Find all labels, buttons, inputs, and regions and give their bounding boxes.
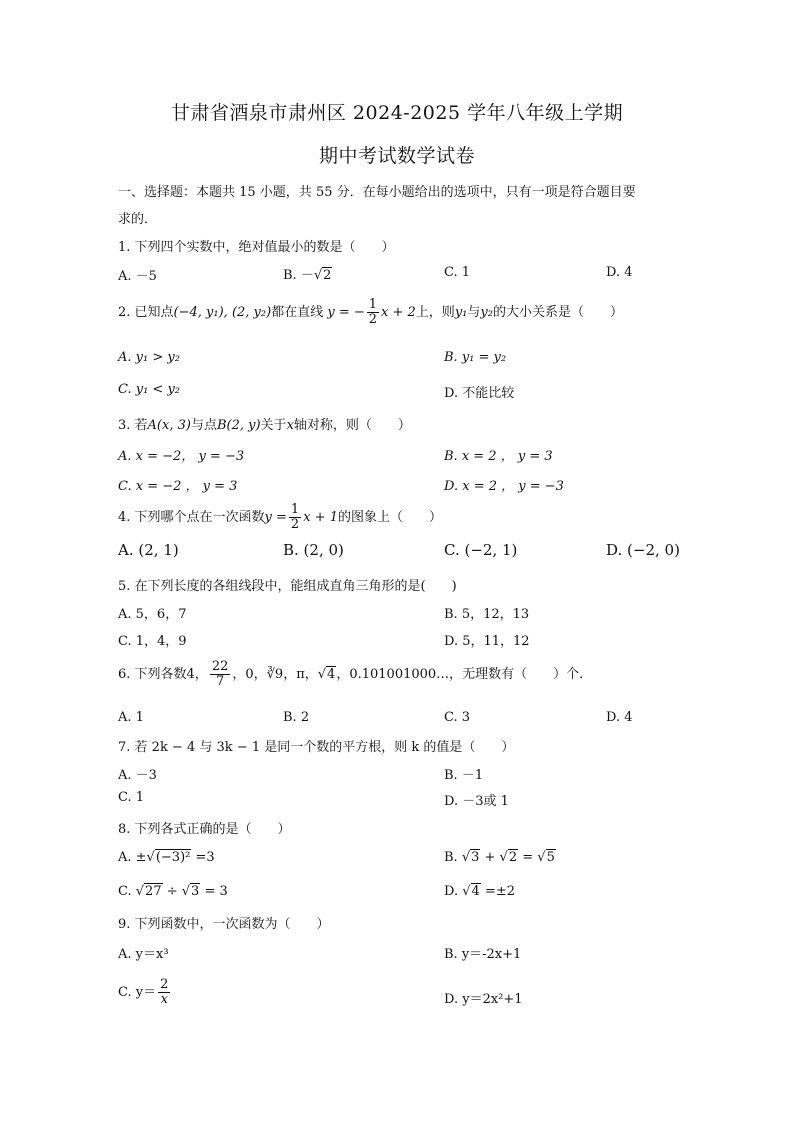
- question-8-option-d: D. √4 =±2: [444, 884, 515, 899]
- question-4-option-b: B. (2, 0): [283, 541, 344, 559]
- question-2-option-d: D. 不能比较: [444, 386, 515, 401]
- question-1-option-b: B. －√2: [283, 268, 332, 283]
- question-7-option-d: D. －3或 1: [444, 794, 509, 809]
- question-8-option-c: C. √27 ÷ √3 = 3: [118, 884, 228, 899]
- question-6-option-d: D. 4: [606, 710, 633, 725]
- question-2-option-a: A. y₁ > y₂: [118, 350, 180, 365]
- question-9-stem: 9. 下列函数中，一次函数为（ ）: [118, 917, 330, 932]
- question-9-option-d: D. y＝2x²+1: [444, 992, 523, 1007]
- question-9-option-a: A. y＝x³: [118, 947, 169, 962]
- question-3-option-c: C. x = −2 ， y = 3: [118, 479, 238, 494]
- question-2-stem: 2. 已知点(−4, y₁), (2, y₂)都在直线 y = − $\frac{1}{2}$ x + 2上，则y₁与y₂的大小关系是（ ）: [118, 297, 623, 327]
- question-9-option-b: B. y＝-2x+1: [444, 947, 522, 962]
- question-5-stem: 5. 在下列长度的各组线段中，能组成直角三角形的是( ): [118, 579, 457, 594]
- question-1-option-c: C. 1: [444, 265, 471, 280]
- question-7-option-a: A. －3: [118, 768, 157, 783]
- exam-title-line1: 甘肃省酒泉市肃州区 2024-2025 学年八年级上学期: [170, 102, 624, 124]
- question-6-stem: 6. 下列各数4， $\frac{22}{7}$ ，0，∛9，π，√4，0.101001000…，无理数有（ ）个．: [118, 659, 593, 689]
- section-instructions-cont: 求的．: [118, 212, 158, 227]
- question-9-option-c: C. y＝ $\frac{2}{x}$: [118, 977, 169, 1007]
- question-3-option-d: D. x = 2 ， y = −3: [444, 479, 564, 494]
- question-8-option-b: B. √3 + √2 = √5: [444, 850, 555, 865]
- question-5-option-a: A. 5，6，7: [118, 607, 187, 622]
- question-5-option-c: C. 1，4，9: [118, 634, 187, 649]
- question-8-option-a: A. ±√(−3)² =3: [118, 850, 215, 865]
- question-4-stem: 4. 下列哪个点在一次函数y = $\frac{1}{2}$ x + 1的图象上（ ）: [118, 502, 442, 532]
- question-2-option-b: B. y₁ = y₂: [444, 350, 507, 365]
- question-3-option-b: B. x = 2 ， y = 3: [444, 449, 553, 464]
- question-3-stem: 3. 若A(x, 3)与点B(2, y)关于x轴对称，则（ ）: [118, 418, 411, 433]
- question-7-stem: 7. 若 2k − 4 与 3k − 1 是同一个数的平方根，则 k 的值是（ ）: [118, 740, 515, 755]
- question-5-option-d: D. 5，11，12: [444, 634, 530, 649]
- question-1-option-a: A. －5: [118, 269, 157, 284]
- question-4-option-c: C. (−2, 1): [444, 541, 518, 559]
- question-8-stem: 8. 下列各式正确的是（ ）: [118, 822, 291, 837]
- question-7-option-c: C. 1: [118, 790, 145, 805]
- question-6-option-b: B. 2: [283, 710, 310, 725]
- question-6-option-c: C. 3: [444, 710, 471, 725]
- question-1-option-d: D. 4: [606, 265, 633, 280]
- exam-title-line2: 期中考试数学试卷: [318, 145, 475, 167]
- question-2-option-c: C. y₁ < y₂: [118, 382, 181, 397]
- question-5-option-b: B. 5，12，13: [444, 607, 530, 622]
- question-4-option-d: D. (−2, 0): [606, 541, 680, 559]
- section-instructions: 一、选择题：本题共 15 小题，共 55 分．在每小题给出的选项中，只有一项是符合题目要: [118, 185, 636, 200]
- question-6-option-a: A. 1: [118, 710, 144, 725]
- question-1-stem: 1. 下列四个实数中，绝对值最小的数是（ ）: [118, 240, 395, 255]
- question-3-option-a: A. x = −2， y = −3: [118, 449, 245, 464]
- question-4-option-a: A. (2, 1): [118, 541, 179, 559]
- question-7-option-b: B. －1: [444, 768, 484, 783]
